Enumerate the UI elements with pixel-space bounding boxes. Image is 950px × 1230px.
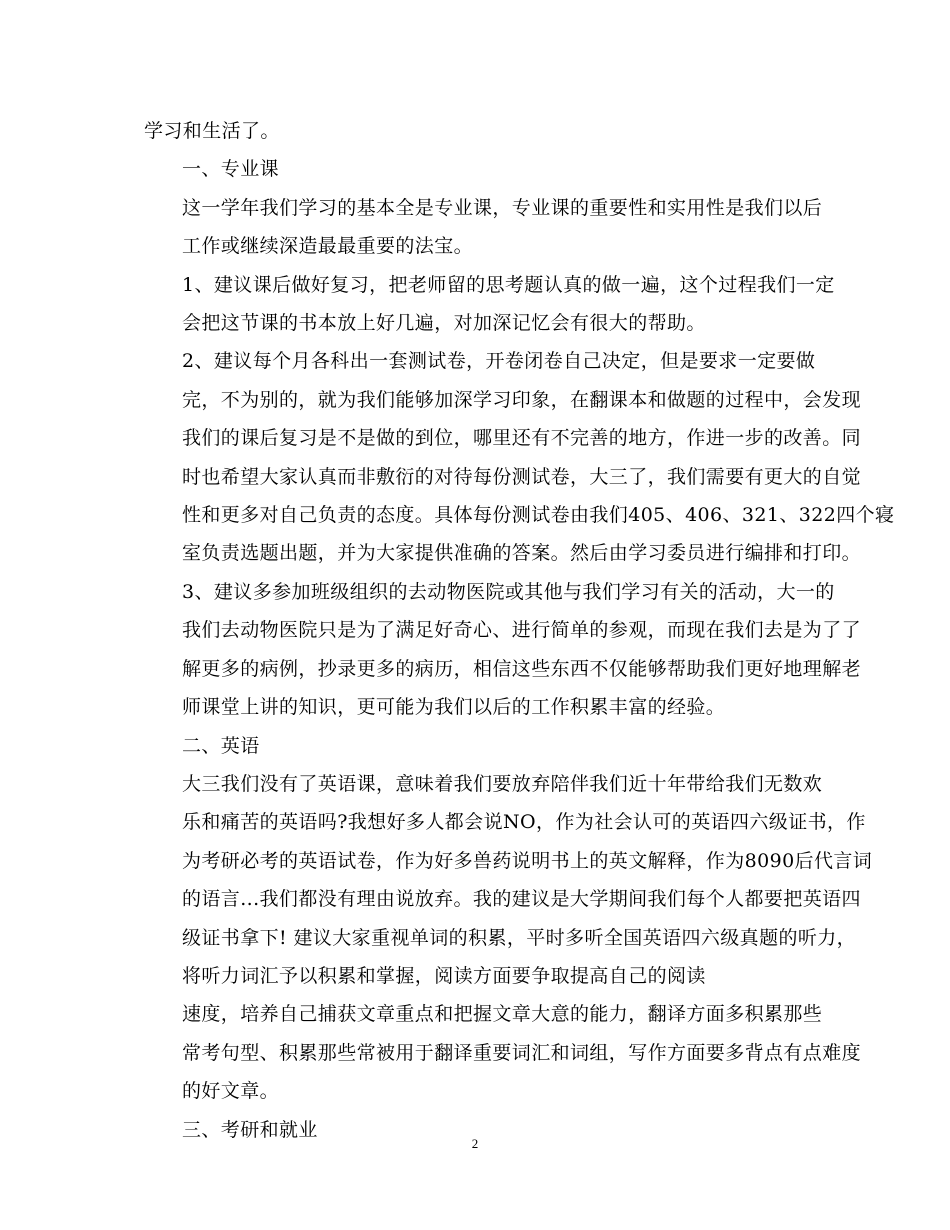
text-line: 大三我们没有了英语课，意味着我们要放弃陪伴我们近十年带给我们无数欢 (182, 772, 823, 795)
text-line: 2、建议每个月各科出一套测试卷，开卷闭卷自己决定，但是要求一定要做 (182, 350, 816, 373)
paragraph (144, 573, 862, 727)
paragraph (144, 150, 814, 188)
text-line: 3、建议多参加班级组织的去动物医院或其他与我们学习有关的活动，大一的 (182, 580, 835, 603)
text-line: 二、英语 (182, 734, 260, 757)
text-line: 会把这节课的书本放上好几遍，对加深记忆会有很大的帮助。 (182, 312, 706, 335)
text-line: 师课堂上讲的知识，更可能为我们以后的工作积累丰富的经验。 (182, 696, 726, 719)
paragraph (144, 727, 814, 765)
text-line: 1、建议课后做好复习，把老师留的思考题认真的做一遍，这个过程我们一定 (182, 273, 835, 296)
paragraph (144, 266, 835, 343)
text-line: 室负责选题出题，并为大家提供准确的答案。然后由学习委员进行编排和打印。 (182, 542, 862, 565)
text-line: 性和更多对自己负责的态度。具体每份测试卷由我们405、406、321、322四个寝 (182, 504, 895, 527)
text-line: 完，不为别的，就为我们能够加深学习印象，在翻课本和做题的过程中，会发现 (182, 388, 862, 411)
text-line: 一、专业课 (182, 158, 280, 181)
paragraph (144, 189, 823, 266)
text-line: 解更多的病例，抄录更多的病历，相信这些东西不仅能够帮助我们更好地理解老 (182, 657, 862, 680)
paragraph (144, 112, 814, 150)
text-line: 学习和生活了。 (144, 120, 280, 142)
text-line: 乐和痛苦的英语吗?我想好多人都会说NO，作为社会认可的英语四六级证书，作 (182, 811, 866, 834)
page-number: 2 (471, 1136, 479, 1151)
text-line: 我们去动物医院只是为了满足好奇心、进行简单的参观，而现在我们去是为了了 (182, 619, 862, 642)
text-line: 为考研必考的英语试卷，作为好多兽药说明书上的英文解释，作为8090后代言词 (182, 849, 873, 872)
text-line: 时也希望大家认真而非敷衍的对待每份测试卷，大三了，我们需要有更大的自觉 (182, 465, 862, 488)
text-line: 的语言...我们都没有理由说放弃。我的建议是大学期间我们每个人都要把英语四 (182, 888, 861, 911)
text-line: 级证书拿下! 建议大家重视单词的积累，平时多听全国英语四六级真题的听力， (182, 926, 857, 949)
document-body (144, 112, 895, 1149)
text-line: 三、考研和就业 (182, 1118, 318, 1141)
text-line: 我们的课后复习是不是做的到位，哪里还有不完善的地方，作进一步的改善。同 (182, 427, 862, 450)
text-line: 速度，培养自己捕获文章重点和把握文章大意的能力，翻译方面多积累那些 (182, 1003, 823, 1026)
paragraph (144, 342, 895, 572)
text-line: 将听力词汇予以积累和掌握，阅读方面要争取提高自己的阅读 (182, 964, 706, 987)
text-line: 常考句型、积累那些常被用于翻译重要词汇和词组，写作方面要多背点有点难度 (182, 1041, 862, 1064)
text-line: 这一学年我们学习的基本全是专业课，专业课的重要性和实用性是我们以后 (182, 196, 823, 219)
paragraph (144, 995, 862, 1110)
text-line: 工作或继续深造最最重要的法宝。 (182, 235, 474, 258)
text-line: 的好文章。 (182, 1080, 280, 1103)
paragraph (144, 765, 873, 995)
